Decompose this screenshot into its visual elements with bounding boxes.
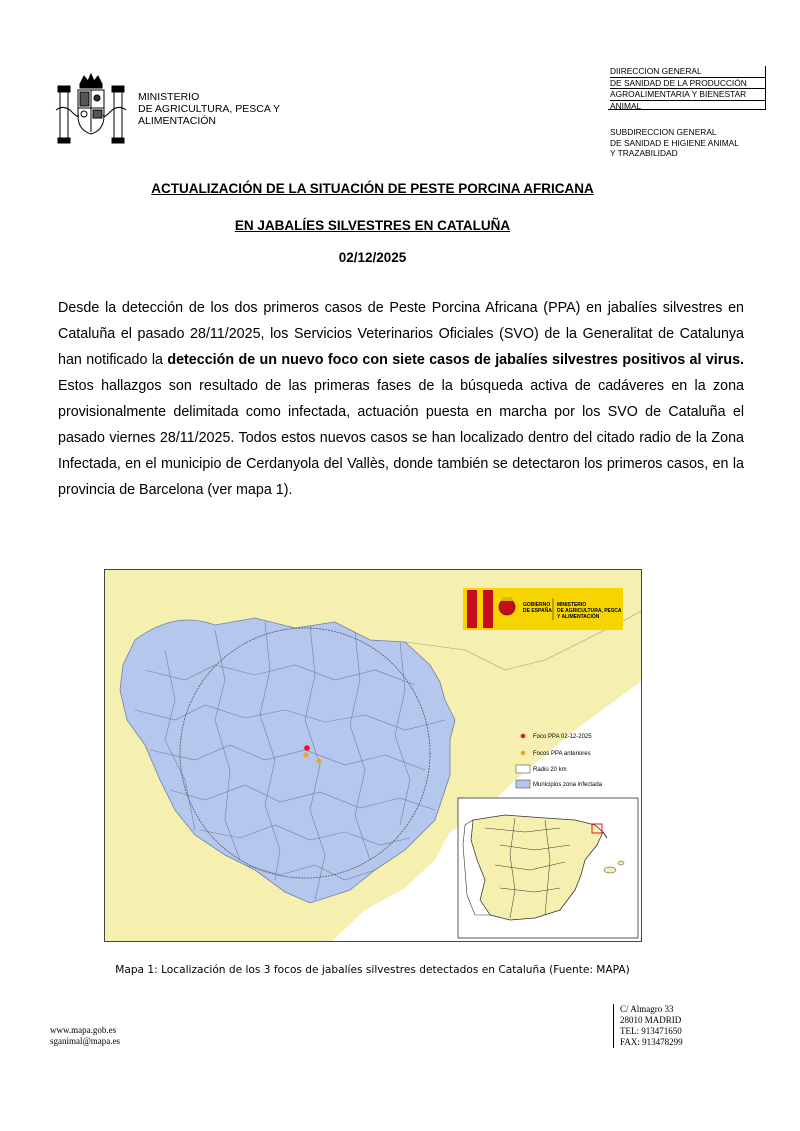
subdirection xyxy=(610,127,739,159)
map-ministry-line-3: Y ALIMENTACIÓN xyxy=(557,614,600,620)
direction-line-2: DE SANIDAD DE LA PRODUCCIÓN xyxy=(610,78,765,90)
footer-address xyxy=(613,1004,683,1048)
legend-swatch-radius xyxy=(516,765,530,773)
legend-label-previous: Focos PPA anteriores xyxy=(533,751,591,757)
legend-label-radius: Radio 20 km xyxy=(533,767,567,773)
document-title-line-2: EN JABALÍES SILVESTRES EN CATALUÑA xyxy=(234,218,511,233)
direction-box xyxy=(608,66,766,110)
footer-contact-web xyxy=(50,1025,120,1047)
coat-of-arms-logo xyxy=(52,70,130,150)
map-ministry-line-2: DE AGRICULTURA, PESCA xyxy=(557,608,622,614)
subdirection-line-2: DE SANIDAD E HIGIENE ANIMAL xyxy=(610,137,739,148)
subdirection-line-3: Y TRAZABILIDAD xyxy=(610,148,678,158)
document-date: 02/12/2025 xyxy=(338,250,407,265)
map-ministry-line-1: MINISTERIO xyxy=(557,602,587,608)
footer-fax: FAX: 913478299 xyxy=(620,1037,683,1047)
footer-phone: TEL: 913471650 xyxy=(620,1026,682,1036)
legend-label-zone: Municipios zona infectada xyxy=(533,782,603,788)
footer-email[interactable]: sganimal@mapa.es xyxy=(50,1036,121,1046)
direction-line-1: DIIRECCION GENERAL xyxy=(610,66,765,78)
subdirection-line-1: SUBDIRECCION GENERAL xyxy=(610,127,717,137)
map-graphic xyxy=(105,570,642,942)
direction-line-4: ANIMAL xyxy=(610,100,642,111)
footer-website[interactable]: www.mapa.gob.es xyxy=(50,1025,117,1035)
outbreak-map xyxy=(104,569,642,942)
outbreak-point-previous-1 xyxy=(304,753,309,758)
body-text-intro: Desde la detección de los dos primeros casos de Peste Porcina Africana (PPA) en jabalíes silvestres en Cataluña el pasado 28/11/2025, los Servicios Veterinarios Oficiales (SVO) de la Generalitat de Catalunya han notificado la xyxy=(58,300,744,368)
legend-label-new: Foco PPA 02-12-2025 xyxy=(533,734,592,740)
document-title-line-1: ACTUALIZACIÓN DE LA SITUACIÓN DE PESTE PORCINA AFRICANA xyxy=(151,181,594,196)
gob-line-2: DE ESPAÑA xyxy=(523,608,552,614)
gob-line-1: GOBIERNO xyxy=(523,602,551,608)
legend-swatch-zone xyxy=(516,780,530,788)
map-caption: Mapa 1: Localización de los 3 focos de jabalíes silvestres detectados en Cataluña (Fuente: MAPA) xyxy=(115,964,630,976)
legend-swatch-new xyxy=(521,734,526,739)
government-logo xyxy=(463,588,623,630)
footer-street: C/ Almagro 33 xyxy=(620,1004,674,1014)
spain-inset-map xyxy=(458,798,638,938)
body-text-rest: Estos hallazgos son resultado de las primeras fases de la búsqueda activa de cadáveres en la zona provisionalmente delimitada como infectada, actuación puesta en marcha por los SVO de Cataluña el pasado viernes 28/11/2025. Todos estos nuevos casos se han localizado dentro del citado radio de la Zona Infectada, en el municipio de Cerdanyola del Vallès, donde también se detectaron los primeros casos, en la provincia de Barcelona (ver mapa 1). xyxy=(58,378,744,498)
body-text-highlight: detección de un nuevo foco con siete casos de jabalíes silvestres positivos al virus. xyxy=(167,352,744,368)
footer-city: 28010 MADRID xyxy=(620,1015,682,1025)
legend-swatch-previous xyxy=(521,751,526,756)
outbreak-point-new xyxy=(304,745,310,751)
direction-line-3: AGROALIMENTARIA Y BIENESTAR xyxy=(610,89,765,101)
infected-zone xyxy=(120,618,455,903)
ministry-line-3: ALIMENTACIÓN xyxy=(138,115,216,127)
ministry-line-1: MINISTERIO xyxy=(138,91,200,103)
outbreak-point-previous-2 xyxy=(317,759,322,764)
ministry-name xyxy=(138,91,280,127)
ministry-line-2: DE AGRICULTURA, PESCA Y xyxy=(138,103,280,115)
body-paragraph xyxy=(58,295,744,503)
